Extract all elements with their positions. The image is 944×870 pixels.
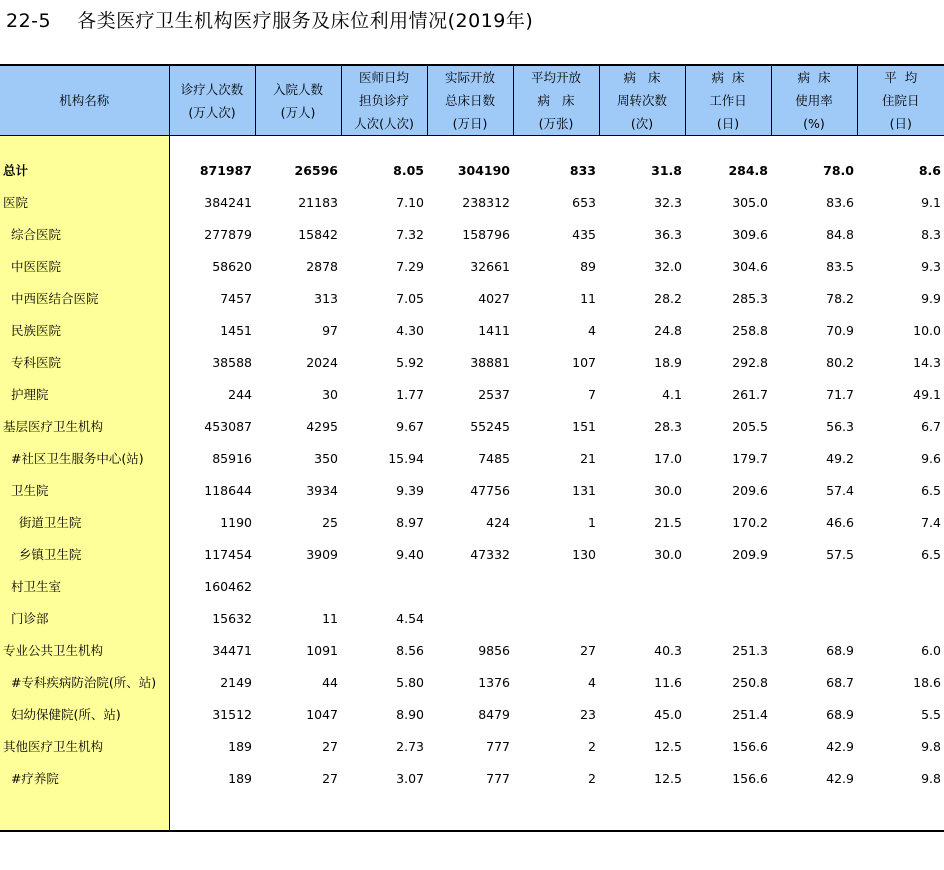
table-cell: 777: [486, 738, 510, 754]
table-cell: 9.1: [921, 194, 941, 210]
table-cell: 250.8: [732, 674, 768, 690]
table-cell: 130: [572, 546, 596, 562]
table-cell: 3909: [306, 546, 338, 562]
table-cell: 1411: [478, 322, 510, 338]
table-cell: 4.54: [396, 610, 424, 626]
table-row: [0, 666, 944, 698]
table-cell: 32.0: [654, 258, 682, 274]
table-cell: 7485: [478, 450, 510, 466]
table-cell: 1047: [306, 706, 338, 722]
table-cell: [857, 570, 944, 602]
table-cell: 189: [228, 738, 252, 754]
table-cell: 6.5: [921, 482, 941, 498]
table-cell: [427, 570, 513, 602]
table-cell: [857, 602, 944, 634]
table-cell: 36.3: [654, 226, 682, 242]
table-cell: 151: [572, 418, 596, 434]
table-cell: 32661: [470, 258, 510, 274]
table-cell: [771, 602, 857, 634]
table-cell: 179.7: [732, 450, 768, 466]
table-row: [0, 218, 944, 250]
row-label: 门诊部: [0, 602, 169, 634]
table-row: [0, 154, 944, 186]
table-cell: 6.0: [921, 642, 941, 658]
table-cell: 83.5: [826, 258, 854, 274]
table-cell: 42.9: [826, 738, 854, 754]
table-cell: 2878: [306, 258, 338, 274]
table-cell: 7.32: [396, 226, 424, 242]
table-cell: 30.0: [654, 482, 682, 498]
table-cell: 3934: [306, 482, 338, 498]
table-cell: 8.6: [918, 162, 941, 178]
header-bed-turnover: 病 床 周转次数 (次): [599, 65, 685, 136]
header-visits: 诊疗人次数 (万人次): [169, 65, 255, 136]
table-row: [0, 410, 944, 442]
table-cell: 3.07: [396, 770, 424, 786]
table-cell: 4: [588, 674, 596, 690]
table-cell: 24.8: [654, 322, 682, 338]
table-cell: 304190: [457, 162, 510, 178]
header-daily-visits-per-doctor: 医师日均 担负诊疗 人次(人次): [341, 65, 427, 136]
table-cell: 17.0: [654, 450, 682, 466]
table-cell: [341, 570, 427, 602]
table-row: [0, 698, 944, 730]
table-row: [0, 538, 944, 570]
table-cell: 44: [322, 674, 338, 690]
table-cell: 8.56: [396, 642, 424, 658]
table-cell: 1376: [478, 674, 510, 690]
table-cell: 21183: [298, 194, 338, 210]
header-bed-workdays: 病 床 工作日 (日): [685, 65, 771, 136]
table-cell: 89: [580, 258, 596, 274]
row-label: 专业公共卫生机构: [0, 634, 169, 666]
row-label: #社区卫生服务中心(站): [0, 442, 169, 474]
table-cell: 251.4: [732, 706, 768, 722]
table-cell: 23: [580, 706, 596, 722]
table-cell: 209.6: [732, 482, 768, 498]
table-cell: 7457: [220, 290, 252, 306]
table-row: [0, 634, 944, 666]
table-cell: 9.8: [921, 738, 941, 754]
table-cell: 9.3: [921, 258, 941, 274]
table-cell: 4.30: [396, 322, 424, 338]
table-cell: 57.4: [826, 482, 854, 498]
table-cell: 34471: [212, 642, 252, 658]
table-cell: 209.9: [732, 546, 768, 562]
table-cell: 6.5: [921, 546, 941, 562]
row-label: 护理院: [0, 378, 169, 410]
table-cell: 277879: [204, 226, 252, 242]
table-cell: 117454: [204, 546, 252, 562]
table-cell: 83.6: [826, 194, 854, 210]
row-label: 医院: [0, 186, 169, 218]
table-cell: 871987: [199, 162, 252, 178]
table-row: [0, 378, 944, 410]
table-row: [0, 282, 944, 314]
table-cell: 238312: [462, 194, 510, 210]
table-cell: 5.80: [396, 674, 424, 690]
table-cell: 313: [314, 290, 338, 306]
table-cell: 6.7: [921, 418, 941, 434]
table-cell: 4295: [306, 418, 338, 434]
table-cell: 15632: [212, 610, 252, 626]
table-cell: 2537: [478, 386, 510, 402]
table-cell: 7.05: [396, 290, 424, 306]
header-bed-days: 实际开放 总床日数 (万日): [427, 65, 513, 136]
table-cell: 261.7: [732, 386, 768, 402]
table-cell: 15842: [298, 226, 338, 242]
table-row: [0, 314, 944, 346]
table-cell: 7: [588, 386, 596, 402]
row-label: 专科医院: [0, 346, 169, 378]
table-cell: 85916: [212, 450, 252, 466]
table-cell: 31512: [212, 706, 252, 722]
table-cell: 11.6: [654, 674, 682, 690]
table-cell: 45.0: [654, 706, 682, 722]
table-cell: 8.3: [921, 226, 941, 242]
table-cell: 40.3: [654, 642, 682, 658]
table-cell: 27: [322, 738, 338, 754]
table-cell: [771, 570, 857, 602]
table-number: 22-5: [6, 10, 52, 32]
table-cell: 1091: [306, 642, 338, 658]
table-cell: 38881: [470, 354, 510, 370]
table-cell: 350: [314, 450, 338, 466]
table-cell: 158796: [462, 226, 510, 242]
table-cell: 251.3: [732, 642, 768, 658]
table-cell: 107: [572, 354, 596, 370]
row-label: 妇幼保健院(所、站): [0, 698, 169, 730]
table-cell: 4027: [478, 290, 510, 306]
table-cell: 70.9: [826, 322, 854, 338]
table-row: [0, 730, 944, 762]
table-cell: 9.40: [396, 546, 424, 562]
table-cell: 31.8: [651, 162, 682, 178]
table-cell: 9.6: [921, 450, 941, 466]
table-cell: 15.94: [388, 450, 424, 466]
header-row: [0, 65, 944, 136]
table-cell: 777: [486, 770, 510, 786]
table-cell: 68.9: [826, 642, 854, 658]
table-cell: 285.3: [732, 290, 768, 306]
table-cell: [599, 570, 685, 602]
row-label: 乡镇卫生院: [0, 538, 169, 570]
table-cell: 25: [322, 514, 338, 530]
row-label: #疗养院: [0, 762, 169, 794]
table-cell: 189: [228, 770, 252, 786]
table-cell: 11: [580, 290, 596, 306]
table-cell: 170.2: [732, 514, 768, 530]
row-label: 村卫生室: [0, 570, 169, 602]
table-cell: 21: [580, 450, 596, 466]
table-cell: 9.39: [396, 482, 424, 498]
table-cell: 57.5: [826, 546, 854, 562]
table-cell: 30: [322, 386, 338, 402]
table-cell: 78.0: [823, 162, 854, 178]
table-cell: 84.8: [826, 226, 854, 242]
table-cell: 4: [588, 322, 596, 338]
table-cell: 131: [572, 482, 596, 498]
table-cell: 80.2: [826, 354, 854, 370]
table-cell: 58620: [212, 258, 252, 274]
table-cell: 68.7: [826, 674, 854, 690]
table-cell: 47332: [470, 546, 510, 562]
table-cell: 49.1: [913, 386, 941, 402]
table-cell: 4.1: [662, 386, 682, 402]
table-cell: 304.6: [732, 258, 768, 274]
table-cell: 205.5: [732, 418, 768, 434]
table-row: [0, 442, 944, 474]
table-cell: 12.5: [654, 770, 682, 786]
table-cell: 9.67: [396, 418, 424, 434]
row-label: 民族医院: [0, 314, 169, 346]
row-label: 卫生院: [0, 474, 169, 506]
table-cell: 38588: [212, 354, 252, 370]
row-label: 中医医院: [0, 250, 169, 282]
table-cell: 305.0: [732, 194, 768, 210]
table-cell: 12.5: [654, 738, 682, 754]
table-cell: 2: [588, 770, 596, 786]
table-cell: 2.73: [396, 738, 424, 754]
table-cell: 9.8: [921, 770, 941, 786]
table-cell: 8.90: [396, 706, 424, 722]
table-row: [0, 186, 944, 218]
table-cell: [599, 602, 685, 634]
table-row: [0, 570, 944, 602]
table-cell: 2149: [220, 674, 252, 690]
header-avg-beds: 平均开放 病 床 (万张): [513, 65, 599, 136]
row-label: 其他医疗卫生机构: [0, 730, 169, 762]
table-cell: 26596: [294, 162, 338, 178]
table-cell: 42.9: [826, 770, 854, 786]
table-row: [0, 762, 944, 794]
table-cell: 10.0: [913, 322, 941, 338]
table-row: [0, 602, 944, 634]
row-label: 总计: [0, 154, 169, 186]
table-cell: 71.7: [826, 386, 854, 402]
table-cell: 27: [322, 770, 338, 786]
table-cell: 7.4: [921, 514, 941, 530]
page-title: [6, 6, 533, 33]
table-row: [0, 474, 944, 506]
table-cell: 8.97: [396, 514, 424, 530]
table-cell: 2024: [306, 354, 338, 370]
table-cell: 1: [588, 514, 596, 530]
table-cell: 258.8: [732, 322, 768, 338]
table-cell: 46.6: [826, 514, 854, 530]
table-cell: 435: [572, 226, 596, 242]
table-cell: 18.6: [913, 674, 941, 690]
table-cell: 156.6: [732, 770, 768, 786]
table-cell: 2: [588, 738, 596, 754]
table-cell: 453087: [204, 418, 252, 434]
table-cell: 160462: [204, 578, 252, 594]
header-avg-stay: 平 均 住院日 (日): [857, 65, 944, 136]
spacer-row: [0, 136, 944, 155]
table-cell: 11: [322, 610, 338, 626]
table-cell: 28.3: [654, 418, 682, 434]
row-label: 基层医疗卫生机构: [0, 410, 169, 442]
table-cell: 424: [486, 514, 510, 530]
table-cell: 5.5: [921, 706, 941, 722]
table-cell: 833: [569, 162, 596, 178]
table-cell: [685, 602, 771, 634]
row-label: #专科疾病防治院(所、站): [0, 666, 169, 698]
table-cell: 1.77: [396, 386, 424, 402]
header-bed-utilization: 病 床 使用率 (%): [771, 65, 857, 136]
table-cell: 118644: [204, 482, 252, 498]
row-label: 中西医结合医院: [0, 282, 169, 314]
table-cell: 27: [580, 642, 596, 658]
table-cell: 9856: [478, 642, 510, 658]
table-cell: 56.3: [826, 418, 854, 434]
table-cell: 47756: [470, 482, 510, 498]
row-label: 街道卫生院: [0, 506, 169, 538]
table-cell: 7.29: [396, 258, 424, 274]
table-row: [0, 346, 944, 378]
header-institution: 机构名称: [0, 65, 169, 136]
table-cell: 7.10: [396, 194, 424, 210]
table-cell: 28.2: [654, 290, 682, 306]
table-cell: 21.5: [654, 514, 682, 530]
table-cell: 97: [322, 322, 338, 338]
table-cell: 18.9: [654, 354, 682, 370]
table-cell: 5.92: [396, 354, 424, 370]
table-cell: [513, 570, 599, 602]
table-row: [0, 250, 944, 282]
table-cell: [513, 602, 599, 634]
table-cell: 78.2: [826, 290, 854, 306]
data-table: [0, 64, 944, 832]
table-cell: [255, 570, 341, 602]
table-cell: 8479: [478, 706, 510, 722]
table-cell: 244: [228, 386, 252, 402]
table-cell: [685, 570, 771, 602]
table-cell: 156.6: [732, 738, 768, 754]
table-cell: 1451: [220, 322, 252, 338]
table-cell: 68.9: [826, 706, 854, 722]
table-cell: 32.3: [654, 194, 682, 210]
header-admissions: 入院人数 (万人): [255, 65, 341, 136]
table-cell: 9.9: [921, 290, 941, 306]
table-cell: 1190: [220, 514, 252, 530]
table-cell: 284.8: [728, 162, 768, 178]
table-cell: [427, 602, 513, 634]
table-cell: 653: [572, 194, 596, 210]
bottom-spacer-row: [0, 794, 944, 831]
table-cell: 384241: [204, 194, 252, 210]
table-cell: 55245: [470, 418, 510, 434]
table-row: [0, 506, 944, 538]
table-cell: 14.3: [913, 354, 941, 370]
table-cell: 309.6: [732, 226, 768, 242]
row-label: 综合医院: [0, 218, 169, 250]
table-cell: 8.05: [393, 162, 424, 178]
table-title: 各类医疗卫生机构医疗服务及床位利用情况(2019年): [77, 10, 534, 32]
table-cell: 30.0: [654, 546, 682, 562]
table-cell: 292.8: [732, 354, 768, 370]
table-cell: 49.2: [826, 450, 854, 466]
